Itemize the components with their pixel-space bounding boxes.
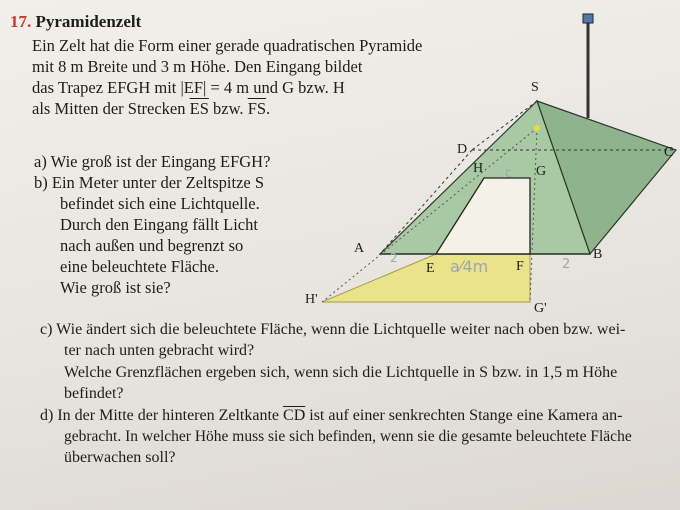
intro-line-1: Ein Zelt hat die Form einer gerade quadratischen Pyramide [32,36,423,55]
task-d-label: d) [40,407,54,424]
task-d [40,406,622,426]
task-d-line-3: überwachen soll? [64,449,176,466]
intro-line-4-end: . [266,99,271,118]
label-g-prime: G' [534,301,547,316]
task-c-line-4: befindet? [64,385,124,402]
label-a: A [354,241,365,256]
task-d-line-1-post: ist auf einer senkrechten Stange eine Kamera an- [309,407,623,424]
label-c: C [664,145,674,160]
problem-number: 17. [10,12,32,31]
task-c-line-3: Welche Grenzflächen ergeben sich, wenn sich die Lichtquelle in S bzw. in 1,5 m Höhe [64,364,618,381]
intro-line-4-pre: als Mitten der Strecken [32,99,186,118]
task-b-line-3: Durch den Eingang fällt Licht [60,215,258,234]
camera-icon [583,14,593,23]
handwriting-hg: c [505,166,513,181]
task-a-label: a) [34,152,47,171]
handwriting-fb: 2 [562,257,571,272]
task-c-label: c) [40,321,53,338]
segment-fs: $\overline{FS}$ [247,99,267,118]
handwriting-ae: 2 [390,251,398,265]
segment-es: $\overline{ES}$ [189,99,209,118]
label-f: F [516,259,524,274]
task-a-text: Wie groß ist der Eingang EFGH? [50,152,271,171]
handwriting-ef: a⁄4m [450,257,489,276]
light-source-icon [534,125,540,131]
intro-line-2: mit 8 m Breite und 3 m Höhe. Den Eingang bildet [32,57,363,76]
task-b-line-1: Ein Meter unter der Zeltspitze S [51,173,265,192]
intro-line-4-mid: bzw. [213,99,244,118]
task-b-line-2: befindet sich eine Lichtquelle. [60,194,260,213]
task-d-line-1-pre: In der Mitte der hinteren Zeltkante [57,407,280,424]
label-b: B [593,247,603,262]
intro-line-4 [32,99,270,119]
intro-line-3: das Trapez EFGH mit |EF| = 4 m und G bzw. H [32,78,345,97]
task-b-label: b) [34,173,48,192]
task-b [34,173,264,193]
problem-title: Pyramidenzelt [35,12,142,31]
task-d-line-2: gebracht. In welcher Höhe muss sie sich befinden, wenn sie die gesamte beleuchtete Fläche [64,428,632,445]
task-b-line-5: eine beleuchtete Fläche. [60,257,219,276]
task-b-line-6: Wie groß ist sie? [60,278,171,297]
segment-cd: $\overline{CD}$ [283,407,306,424]
label-h-prime: H' [305,292,318,307]
label-d: D [457,142,468,157]
label-s: S [531,80,539,95]
task-c-line-1: Wie ändert sich die beleuchtete Fläche, wenn die Lichtquelle weiter nach oben bzw. wei- [56,321,626,338]
problem-heading [10,12,141,32]
label-e: E [426,261,435,276]
task-c-line-2: ter nach unten gebracht wird? [64,342,255,359]
task-b-line-4: nach außen und begrenzt so [60,236,244,255]
task-a [34,152,270,172]
label-g: G [536,164,547,179]
label-h: H [473,161,484,176]
task-c [40,320,625,340]
